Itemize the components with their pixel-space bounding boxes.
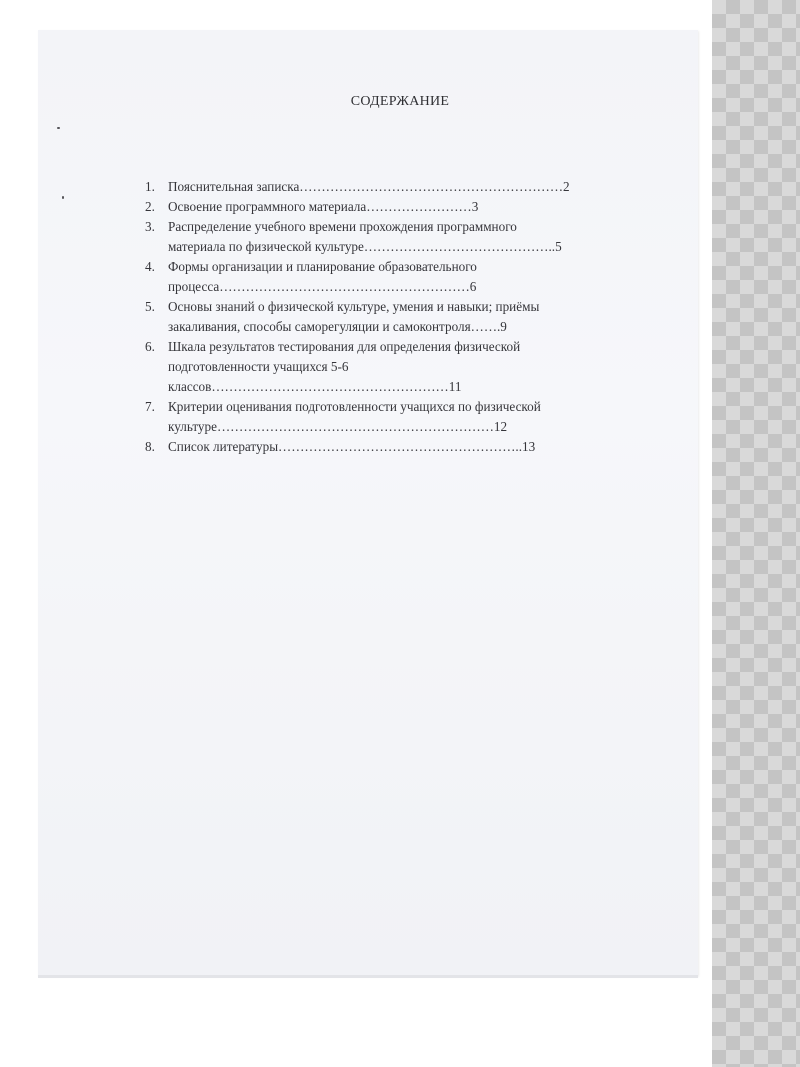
toc-item-number: 2. (145, 199, 155, 214)
table-of-contents (145, 177, 655, 457)
toc-item-line: Пояснительная записка……………………………………………………2 (168, 179, 570, 194)
toc-item-number: 8. (145, 439, 155, 454)
toc-item-line: Распределение учебного времени прохождения программного (168, 219, 517, 234)
toc-item-line: Освоение программного материала……………………3 (168, 199, 479, 214)
toc-item-text (168, 337, 655, 397)
toc-item-text (168, 177, 655, 197)
toc-item-line: Список литературы………………………………………………..13 (168, 439, 536, 454)
toc-item (145, 197, 655, 217)
toc-item-number: 5. (145, 299, 155, 314)
scan-speck (62, 196, 64, 199)
toc-item (145, 297, 655, 337)
toc-item (145, 177, 655, 197)
toc-item-number: 7. (145, 399, 155, 414)
document-title: СОДЕРЖАНИЕ (350, 94, 450, 109)
page-bottom-edge (38, 975, 698, 978)
toc-item (145, 257, 655, 297)
toc-item-line: подготовленности учащихся 5-6 (168, 359, 349, 374)
toc-item-number: 4. (145, 259, 155, 274)
toc-item-line: Формы организации и планирование образовательного (168, 259, 477, 274)
toc-item-text (168, 397, 655, 437)
toc-item-line: Основы знаний о физической культуре, умения и навыки; приёмы (168, 299, 540, 314)
toc-item-line: культуре………………………………………………………12 (168, 419, 508, 434)
toc-item (145, 217, 655, 257)
toc-item-text (168, 217, 655, 257)
toc-item (145, 397, 655, 437)
toc-item-number: 1. (145, 179, 155, 194)
toc-item-line: материала по физической культуре……………………………………..5 (168, 239, 562, 254)
scanned-page (38, 30, 698, 976)
toc-item-line: закаливания, способы саморегуляции и самоконтроля…….9 (168, 319, 507, 334)
toc-item-text (168, 297, 655, 337)
toc-item-text (168, 197, 655, 217)
toc-item-text (168, 437, 655, 457)
toc-item-line: процесса…………………………………………………6 (168, 279, 477, 294)
toc-item-line: Шкала результатов тестирования для определения физической (168, 339, 521, 354)
toc-item-number: 3. (145, 219, 155, 234)
toc-item-line: Критерии оценивания подготовленности учащихся по физической (168, 399, 541, 414)
checkered-side-pattern (712, 0, 800, 1067)
toc-item-line: классов………………………………………………11 (168, 379, 462, 394)
toc-item (145, 337, 655, 397)
scan-speck (57, 127, 60, 129)
toc-item (145, 437, 655, 457)
toc-item-text (168, 257, 655, 297)
toc-item-number: 6. (145, 339, 155, 354)
